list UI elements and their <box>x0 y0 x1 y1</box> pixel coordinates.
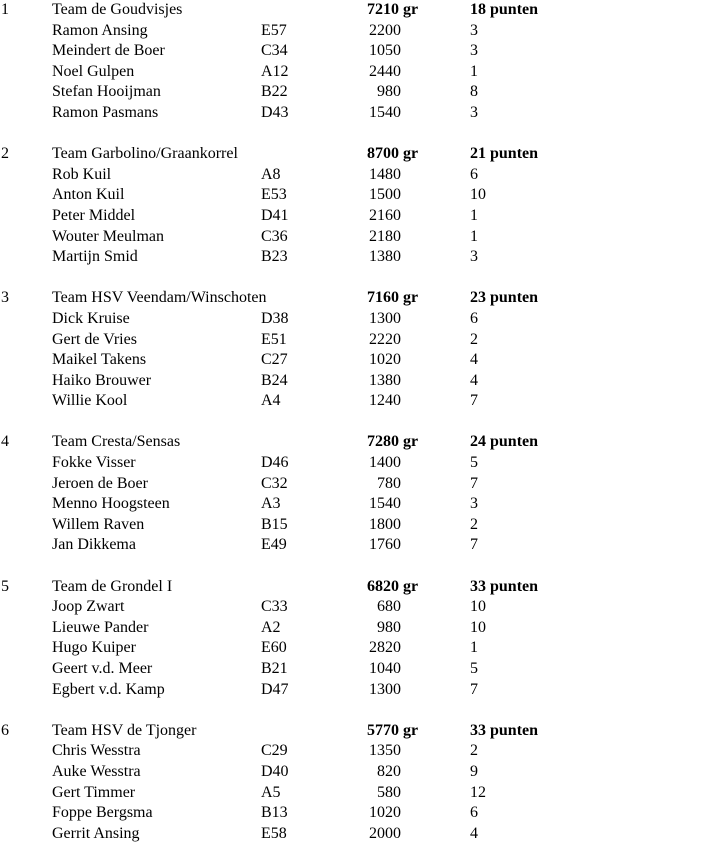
member-name: Maikel Takens <box>52 351 147 369</box>
member-points: 3 <box>470 42 478 60</box>
member-code: C33 <box>261 598 288 616</box>
team-name: Team HSV Veendam/Winschoten <box>52 289 267 307</box>
member-points: 7 <box>470 536 478 554</box>
member-weight: 580 <box>377 783 401 801</box>
team-points: 18 punten <box>470 1 539 18</box>
member-code: A8 <box>261 165 281 183</box>
team-header-row <box>0 577 712 598</box>
member-name: Auke Wesstra <box>52 762 141 780</box>
member-row <box>0 103 712 124</box>
member-code: C36 <box>261 227 288 245</box>
member-points: 2 <box>470 330 478 348</box>
member-code: D43 <box>261 103 289 121</box>
member-code: E51 <box>261 330 287 348</box>
team-total-weight: 8700 gr <box>367 145 419 163</box>
team-total-weight: 7210 gr <box>367 1 419 18</box>
team-header-row <box>0 288 712 309</box>
member-weight: 1380 <box>369 371 401 389</box>
member-points: 3 <box>470 21 478 39</box>
team-rank: 5 <box>1 577 9 595</box>
member-code: E58 <box>261 824 287 842</box>
member-code: C34 <box>261 42 288 60</box>
member-weight: 1020 <box>369 351 401 369</box>
member-points: 1 <box>470 227 478 245</box>
member-code: E60 <box>261 639 287 657</box>
member-row <box>0 762 712 783</box>
member-name: Foppe Bergsma <box>52 804 153 822</box>
member-row <box>0 597 712 618</box>
member-row <box>0 618 712 639</box>
team-points: 24 punten <box>470 433 539 451</box>
team-name: Team de Grondel I <box>52 577 173 595</box>
member-name: Geert v.d. Meer <box>52 660 153 677</box>
team-rank: 3 <box>1 289 9 307</box>
section-spacer <box>0 412 712 433</box>
member-name: Stefan Hooijman <box>52 83 161 101</box>
member-weight: 1540 <box>369 495 401 513</box>
member-weight: 1300 <box>369 680 401 698</box>
section-spacer <box>0 268 712 289</box>
member-row <box>0 391 712 412</box>
member-code: D41 <box>261 206 289 224</box>
member-weight: 2200 <box>369 21 401 39</box>
member-name: Menno Hoogsteen <box>52 495 170 513</box>
team-header-row <box>0 0 712 21</box>
member-weight: 1500 <box>369 186 401 204</box>
member-weight: 1480 <box>369 165 401 183</box>
member-code: B24 <box>261 371 288 389</box>
member-name: Peter Middel <box>52 206 136 224</box>
member-code: B15 <box>261 515 288 533</box>
member-code: C32 <box>261 474 288 492</box>
member-weight: 1350 <box>369 742 401 760</box>
member-code: C27 <box>261 351 288 369</box>
member-name: Gerrit Ansing <box>52 824 140 842</box>
member-points: 6 <box>470 804 478 822</box>
member-row <box>0 371 712 392</box>
member-points: 8 <box>470 83 478 101</box>
section-spacer <box>0 700 712 721</box>
member-row <box>0 474 712 495</box>
team-total-weight: 5770 gr <box>367 721 419 739</box>
member-weight: 2160 <box>369 206 401 224</box>
member-row <box>0 82 712 103</box>
member-weight: 2440 <box>369 62 401 80</box>
member-points: 10 <box>470 618 486 636</box>
member-points: 6 <box>470 165 478 183</box>
member-points: 4 <box>470 371 478 389</box>
team-points: 21 punten <box>470 145 539 163</box>
member-code: B23 <box>261 248 288 266</box>
member-code: E49 <box>261 536 287 554</box>
member-row <box>0 165 712 186</box>
member-points: 7 <box>470 392 478 410</box>
member-name: Dick Kruise <box>52 309 130 327</box>
member-name: Gert de Vries <box>52 330 137 348</box>
member-code: B13 <box>261 804 288 822</box>
member-name: Rob Kuil <box>52 165 112 183</box>
member-code: D47 <box>261 680 289 698</box>
member-name: Lieuwe Pander <box>52 618 149 636</box>
member-code: D46 <box>261 454 289 472</box>
member-points: 6 <box>470 309 478 327</box>
member-weight: 1040 <box>369 660 401 677</box>
team-rank: 2 <box>1 145 9 163</box>
member-points: 5 <box>470 660 478 677</box>
team-total-weight: 7160 gr <box>367 289 419 307</box>
member-weight: 1540 <box>369 103 401 121</box>
member-code: E57 <box>261 21 287 39</box>
member-name: Ramon Ansing <box>52 21 148 39</box>
member-row <box>0 494 712 515</box>
member-row <box>0 453 712 474</box>
member-weight: 1020 <box>369 804 401 822</box>
member-name: Ramon Pasmans <box>52 103 159 121</box>
member-row <box>0 62 712 83</box>
member-weight: 1300 <box>369 309 401 327</box>
member-weight: 780 <box>377 474 401 492</box>
member-points: 12 <box>470 783 486 801</box>
member-code: A2 <box>261 618 281 636</box>
member-weight: 680 <box>377 598 401 616</box>
member-name: Willie Kool <box>52 392 128 410</box>
member-weight: 1050 <box>369 42 401 60</box>
member-row <box>0 41 712 62</box>
team-total-weight: 6820 gr <box>367 577 419 595</box>
member-row <box>0 227 712 248</box>
member-row <box>0 638 712 659</box>
team-name: Team HSV de Tjonger <box>52 721 197 739</box>
team-name: Team de Goudvisjes <box>52 1 183 18</box>
member-row <box>0 21 712 42</box>
member-row <box>0 515 712 536</box>
member-name: Meindert de Boer <box>52 42 165 60</box>
member-row <box>0 206 712 227</box>
member-row <box>0 330 712 351</box>
member-name: Anton Kuil <box>52 186 125 204</box>
section-spacer <box>0 124 712 145</box>
member-row <box>0 247 712 268</box>
member-row <box>0 659 712 680</box>
member-name: Hugo Kuiper <box>52 639 136 657</box>
member-row <box>0 185 712 206</box>
team-points: 23 punten <box>470 289 539 307</box>
member-weight: 2000 <box>369 824 401 842</box>
member-weight: 1380 <box>369 248 401 266</box>
member-name: Fokke Visser <box>52 454 136 472</box>
member-row <box>0 680 712 701</box>
member-points: 10 <box>470 186 486 204</box>
member-points: 9 <box>470 762 478 780</box>
member-name: Wouter Meulman <box>52 227 165 245</box>
member-code: A5 <box>261 783 281 801</box>
member-name: Martijn Smid <box>52 248 138 266</box>
team-name: Team Garbolino/Graankorrel <box>52 145 238 163</box>
member-name: Jeroen de Boer <box>52 474 148 492</box>
member-weight: 1800 <box>369 515 401 533</box>
member-points: 3 <box>470 495 478 513</box>
member-points: 5 <box>470 454 478 472</box>
member-weight: 980 <box>377 618 401 636</box>
member-points: 7 <box>470 680 478 698</box>
section-spacer <box>0 556 712 577</box>
member-points: 3 <box>470 248 478 266</box>
member-name: Gert Timmer <box>52 783 136 801</box>
member-code: E53 <box>261 186 287 204</box>
team-rank: 6 <box>1 721 9 739</box>
member-code: B21 <box>261 660 288 677</box>
team-header-row <box>0 144 712 165</box>
member-name: Willem Raven <box>52 515 145 533</box>
member-points: 10 <box>470 598 486 616</box>
member-weight: 980 <box>377 83 401 101</box>
member-row <box>0 824 712 844</box>
member-name: Haiko Brouwer <box>52 371 152 389</box>
member-points: 1 <box>470 639 478 657</box>
team-points: 33 punten <box>470 577 539 595</box>
member-code: A4 <box>261 392 281 410</box>
member-name: Jan Dikkema <box>52 536 136 554</box>
team-rank: 4 <box>1 433 9 451</box>
member-weight: 820 <box>377 762 401 780</box>
team-header-row <box>0 432 712 453</box>
member-code: A12 <box>261 62 289 80</box>
member-row <box>0 350 712 371</box>
team-header-row <box>0 721 712 742</box>
team-name: Team Cresta/Sensas <box>52 433 181 451</box>
member-row <box>0 741 712 762</box>
team-total-weight: 7280 gr <box>367 433 419 451</box>
member-points: 2 <box>470 742 478 760</box>
member-points: 4 <box>470 824 478 842</box>
member-points: 3 <box>470 103 478 121</box>
member-name: Noel Gulpen <box>52 62 135 80</box>
member-code: D38 <box>261 309 289 327</box>
member-points: 1 <box>470 206 478 224</box>
member-name: Chris Wesstra <box>52 742 141 760</box>
member-code: D40 <box>261 762 289 780</box>
member-row <box>0 803 712 824</box>
member-code: A3 <box>261 495 281 513</box>
member-weight: 2180 <box>369 227 401 245</box>
member-weight: 2220 <box>369 330 401 348</box>
member-row <box>0 309 712 330</box>
team-rank: 1 <box>1 1 9 18</box>
member-weight: 1760 <box>369 536 401 554</box>
team-points: 33 punten <box>470 721 539 739</box>
member-code: B22 <box>261 83 288 101</box>
member-weight: 2820 <box>369 639 401 657</box>
member-points: 7 <box>470 474 478 492</box>
member-code: C29 <box>261 742 288 760</box>
member-name: Joop Zwart <box>52 598 125 616</box>
member-weight: 1240 <box>369 392 401 410</box>
member-points: 4 <box>470 351 478 369</box>
member-row <box>0 783 712 804</box>
member-name: Egbert v.d. Kamp <box>52 680 165 698</box>
member-points: 1 <box>470 62 478 80</box>
member-weight: 1400 <box>369 454 401 472</box>
member-row <box>0 535 712 556</box>
member-points: 2 <box>470 515 478 533</box>
